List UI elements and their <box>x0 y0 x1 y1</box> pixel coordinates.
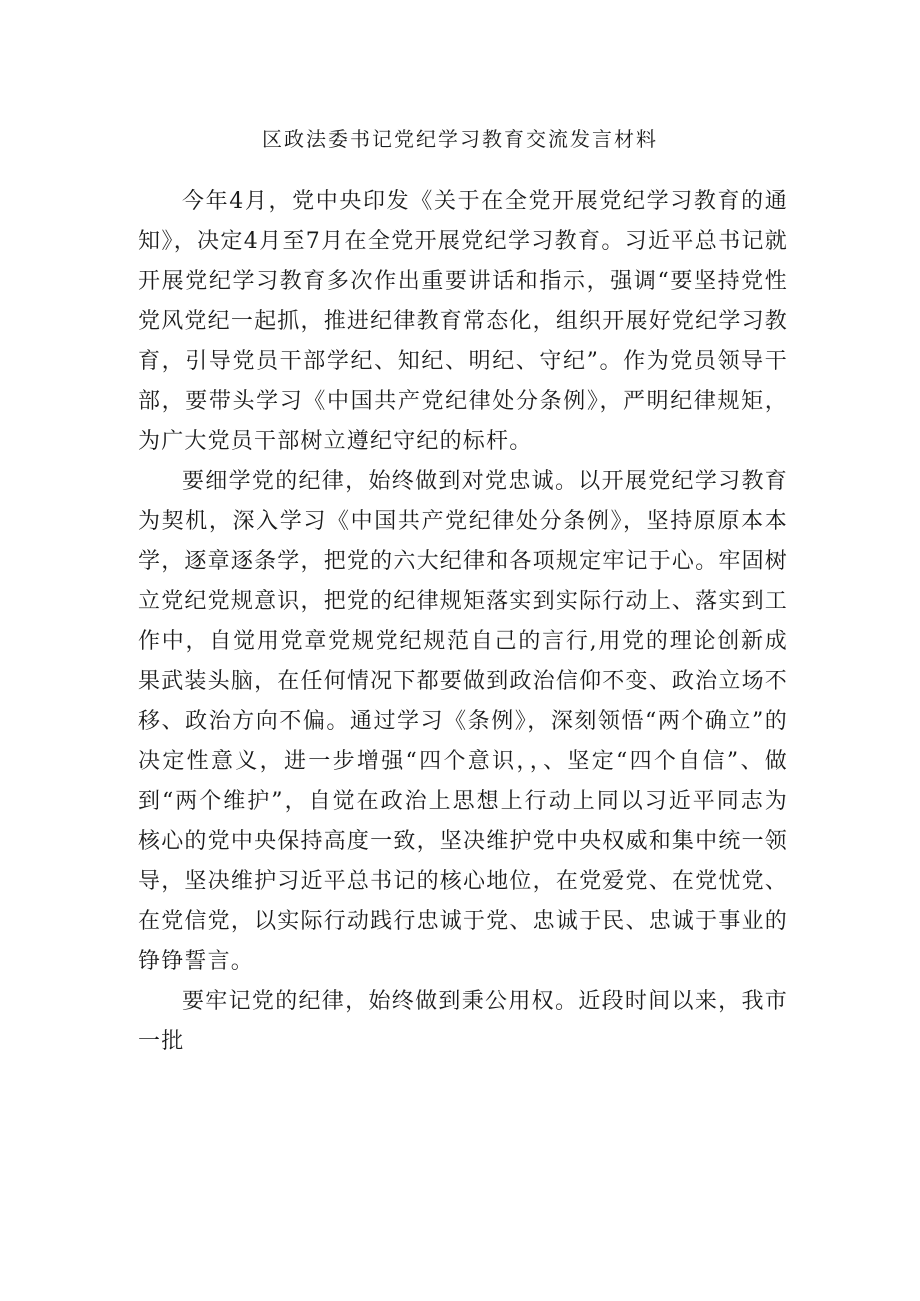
paragraph-3: 要牢记党的纪律，始终做到秉公用权。近段时间以来，我市一批 <box>138 989 788 1054</box>
document-title: 区政法委书记党纪学习教育交流发言材料 <box>262 127 658 151</box>
paragraph-1: 今年4月，党中央印发《关于在全党开展党纪学习教育的通知》，决定4月至7月在全党开展党纪学习教育。习近平总书记就开展党纪学习教育多次作出重要讲话和指示，强调“要坚持党性党风党纪一起抓，推进纪律教育常态化，组织开展好党纪学习教育，引导党员干部学纪、知纪、明纪、守纪”。作为党员领导干部，要带头学习《中国共产党纪律处分条例》，严明纪律规矩，为广大党员干部树立遵纪守纪的标杆。 <box>138 189 788 454</box>
document-body <box>138 182 788 1062</box>
paragraph-2: 要细学党的纪律，始终做到对党忠诚。以开展党纪学习教育为契机，深入学习《中国共产党纪律处分条例》，坚持原原本本学，逐章逐条学，把党的六大纪律和各项规定牢记于心。牢固树立党纪党规意识，把党的纪律规矩落实到实际行动上、落实到工作中，自觉用党章党规党纪规范自己的言行,用党的理论创新成果武装头脑，在任何情况下都要做到政治信仰不变、政治立场不移、政治方向不偏。通过学习《条例》，深刻领悟“两个确立”的决定性意义，进一步增强“四个意识，，、坚定“四个自信”、做到“两个维护”，自觉在政治上思想上行动上同以习近平同志为核心的党中央保持高度一致，坚决维护党中央权威和集中统一领导，坚决维护习近平总书记的核心地位，在党爱党、在党忧党、在党信党，以实际行动践行忠诚于党、忠诚于民、忠诚于事业的铮铮誓言。 <box>138 469 788 974</box>
